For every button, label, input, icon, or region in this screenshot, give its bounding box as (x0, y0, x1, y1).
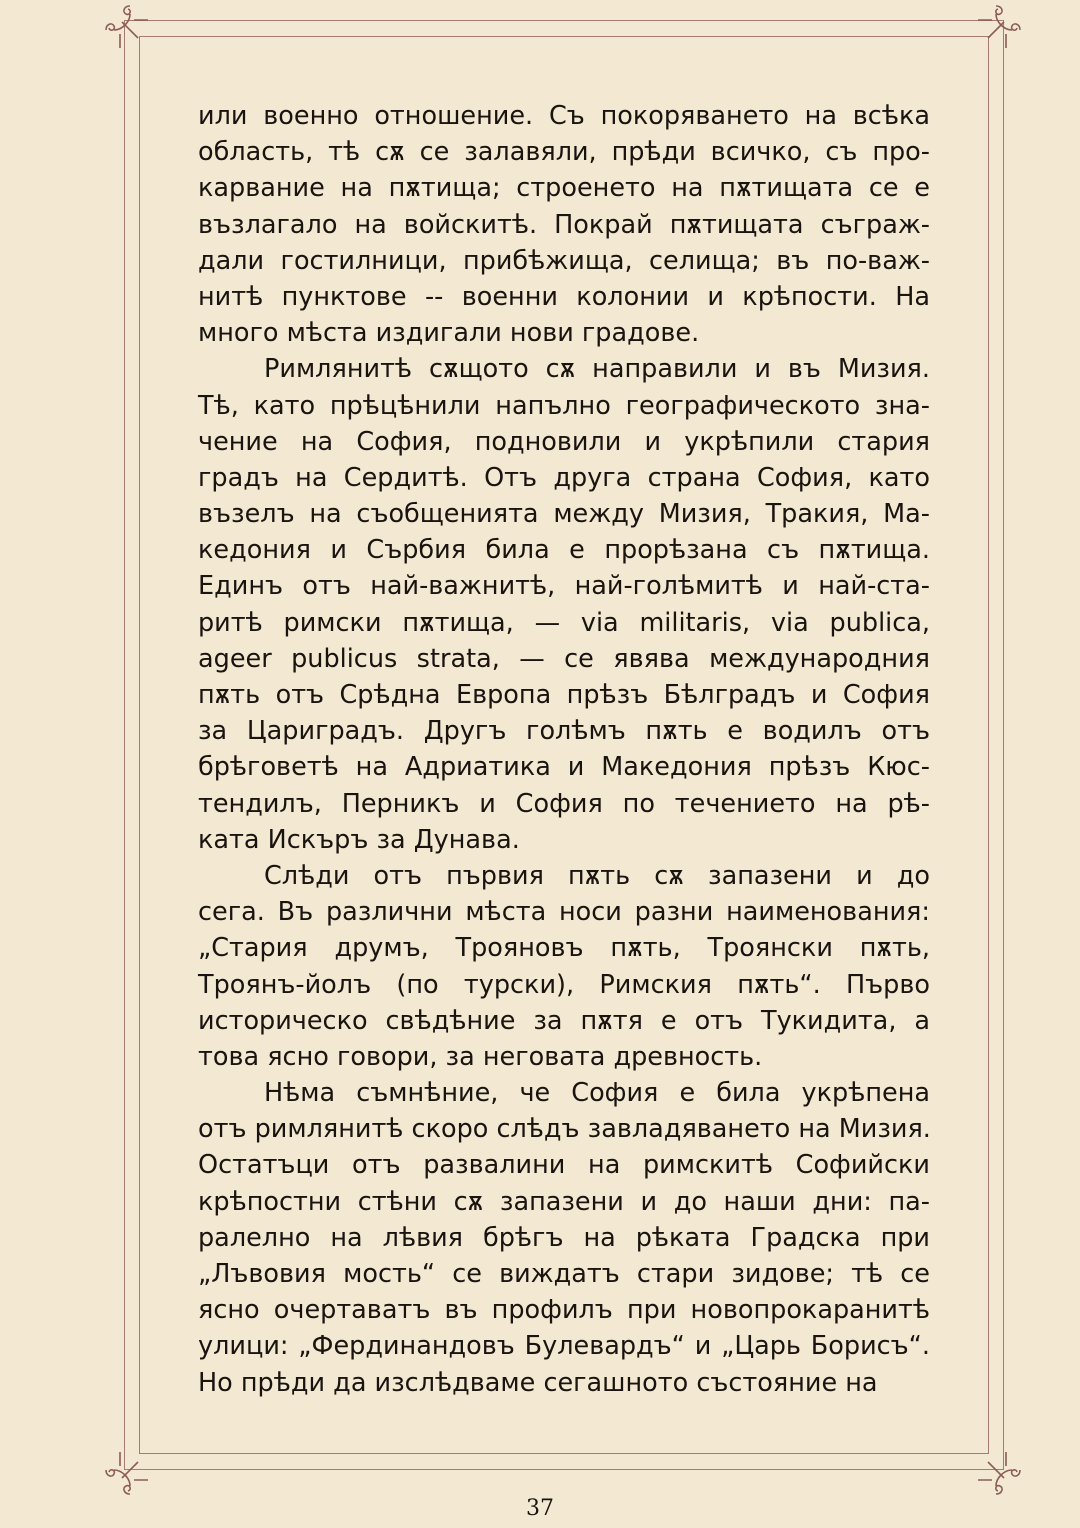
text-line: ageer publicus strata, — се явява международния (198, 643, 930, 674)
text-line: Единъ отъ най-важнитѣ, най-голѣмитѣ и най-ста- (198, 571, 930, 602)
text-line: градъ на Сердитѣ. Отъ друга страна София, като (198, 462, 930, 493)
text-line: това ясно говори, за неговата древность. (198, 1041, 763, 1072)
text-line: Троянъ-йолъ (по турски), Римския пѫть“. Първо (198, 969, 930, 1000)
text-line: дали гостилници, прибѣжища, селища; въ по-важ- (198, 245, 930, 276)
text-line: за Цариградъ. Другъ голѣмъ пѫть е водилъ отъ (198, 716, 930, 747)
paragraph (198, 858, 930, 1075)
text-line: ралелно на лѣвия брѣгъ на рѣката Градска при (198, 1222, 930, 1253)
text-line: отъ римлянитѣ скоро слѣдъ завладяването на Мизия. (198, 1114, 931, 1145)
text-line: ясно очертаватъ въ профилъ при новопрокаранитѣ (198, 1295, 930, 1326)
corner-ornament-icon (100, 0, 160, 60)
paragraph (198, 1075, 930, 1401)
paragraph (198, 98, 930, 351)
corner-ornament-icon (966, 1440, 1026, 1500)
text-line: пѫть отъ Срѣдна Европа прѣзъ Бѣлградъ и София (198, 680, 930, 710)
page-number: 37 (526, 1496, 554, 1521)
text-line: ритѣ римски пѫтища, — via militaris, via publica, (198, 607, 930, 638)
text-line: Нѣма съмнѣние, че София е била укрѣпена (264, 1078, 930, 1109)
text-line: Остатъци отъ развалини на римскитѣ Софийски (198, 1150, 930, 1181)
text-line: карвание на пѫтища; строенето на пѫтищата се е (198, 173, 930, 204)
text-line: или военно отношение. Съ покоряването на всѣка (198, 101, 930, 131)
text-line: „Лъвовия мость“ се виждатъ стари зидове; тѣ се (198, 1259, 930, 1289)
text-line: брѣговетѣ на Адриатика и Македония прѣзъ Кюс- (198, 752, 930, 783)
corner-ornament-icon (966, 0, 1026, 60)
text-line: Слѣди отъ първия пѫть сѫ запазени и до (264, 860, 930, 891)
text-line: крѣпостни стѣни сѫ запазени и до наши дни: па- (198, 1186, 930, 1217)
corner-ornament-icon (100, 1440, 160, 1500)
text-line: Но прѣди да изслѣдваме сегашното състояние на (198, 1367, 878, 1398)
text-line: историческо свѣдѣние за пѫтя е отъ Тукидита, а (198, 1005, 930, 1036)
text-line: ката Искъръ за Дунава. (198, 824, 520, 855)
text-line: Тѣ, като прѣцѣнили напълно географическото зна- (198, 390, 930, 421)
text-line: „Стария друмъ, Трояновъ пѫть, Троянски пѫть, (198, 933, 930, 964)
text-line: тендилъ, Перникъ и София по течението на рѣ- (198, 788, 930, 819)
text-line: възлагало на войскитѣ. Покрай пѫтищата съграж- (198, 209, 930, 240)
text-line: сега. Въ различни мѣста носи разни наименования: (198, 897, 930, 928)
text-line: възелъ на съобщенията между Мизия, Тракия, Ма- (198, 499, 930, 530)
text-line: кедония и Сърбия била е прорѣзана съ пѫтища. (198, 535, 930, 566)
text-line: нитѣ пунктове -- военни колонии и крѣпости. На (198, 281, 930, 312)
text-line: Римлянитѣ сѫщото сѫ направили и въ Мизия. (264, 354, 930, 385)
text-line: много мѣста издигали нови градове. (198, 318, 700, 349)
text-line: улици: „Фердинандовъ Булевардъ“ и „Царь Борисъ“. (198, 1331, 930, 1362)
paragraph (198, 351, 930, 858)
body-text (198, 98, 930, 1401)
text-line: область, тѣ сѫ се залавяли, прѣди всичко, съ про- (198, 137, 930, 168)
text-line: чение на София, подновили и укрѣпили стария (198, 426, 930, 457)
